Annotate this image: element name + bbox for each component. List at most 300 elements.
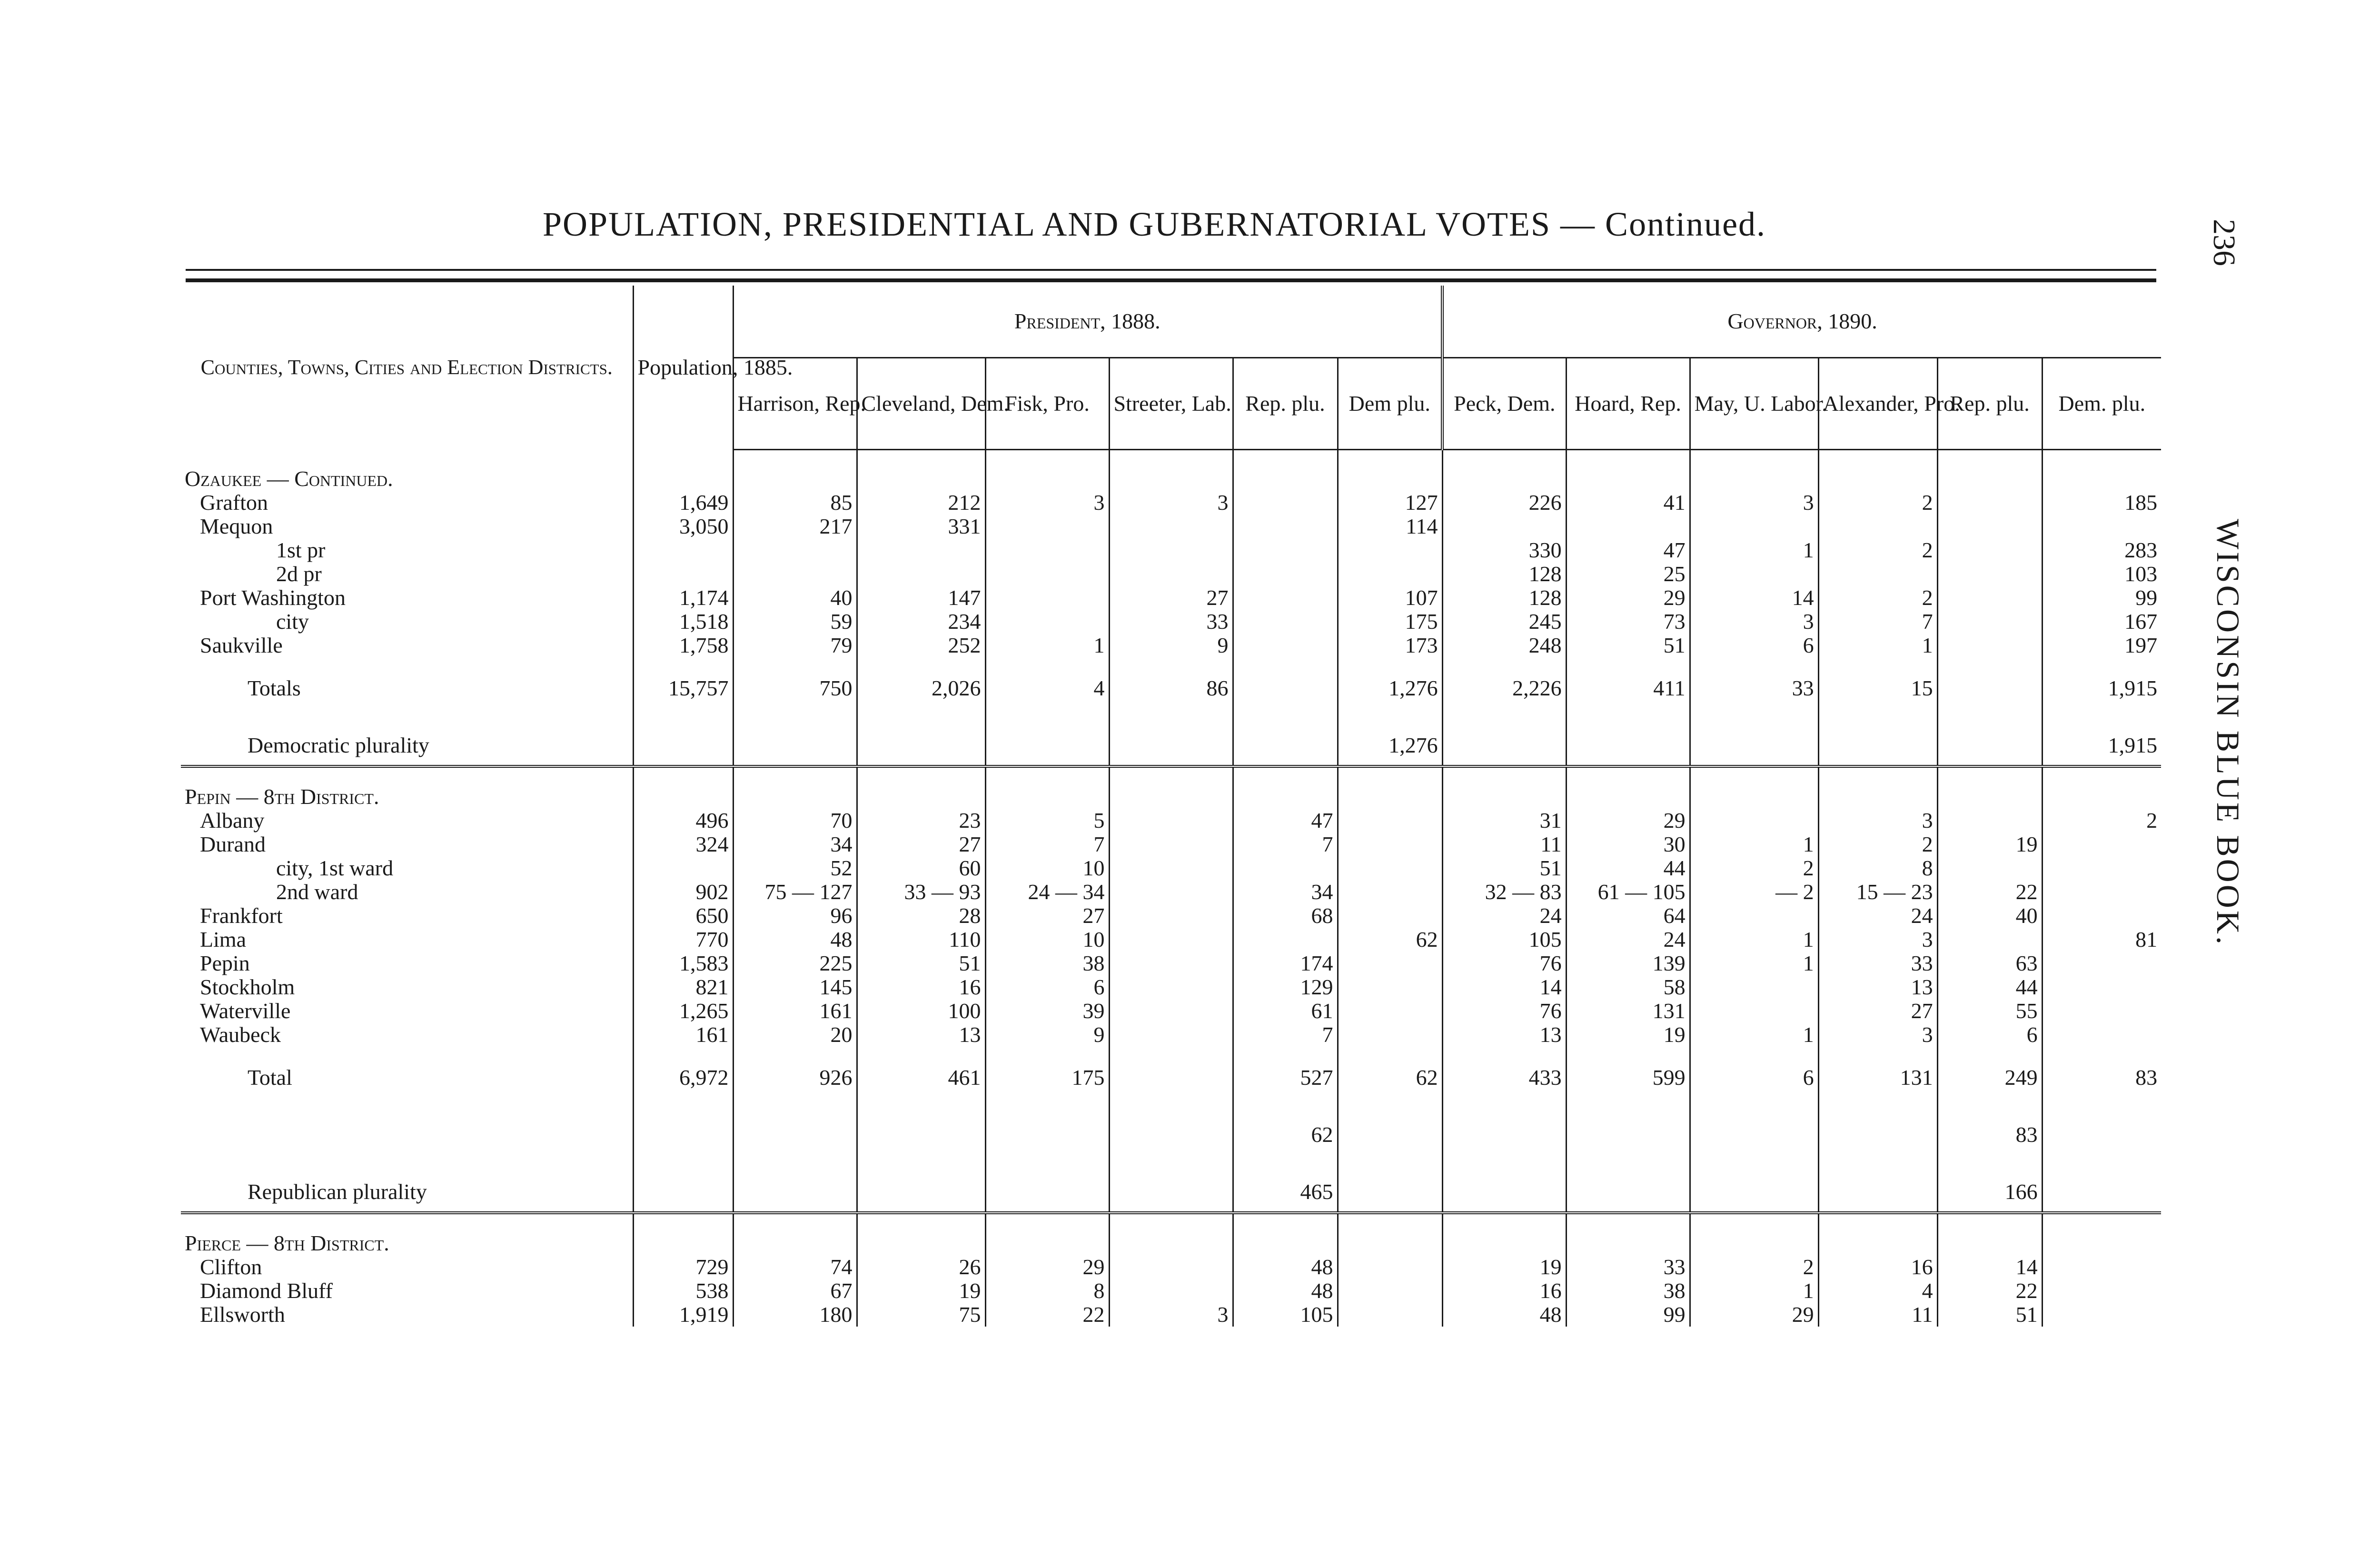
value-cell — [1442, 515, 1566, 538]
value-cell: 330 — [1442, 538, 1566, 562]
row-name: Durand — [181, 832, 633, 856]
row-name: Mequon — [181, 515, 633, 538]
empty-cell — [1690, 1213, 1818, 1255]
value-cell — [1338, 975, 1442, 999]
value-cell: 33 — [1818, 951, 1937, 975]
value-cell: 4 — [1818, 1279, 1937, 1303]
empty-cell — [1690, 450, 1818, 491]
total-value: 750 — [733, 657, 857, 714]
value-cell: 16 — [1442, 1279, 1566, 1303]
total-value — [985, 1104, 1109, 1161]
total-value: 2,026 — [857, 657, 985, 714]
value-cell: 74 — [733, 1255, 857, 1279]
value-cell: 11 — [1818, 1303, 1937, 1327]
value-cell — [2042, 856, 2161, 880]
value-cell — [1338, 1279, 1442, 1303]
total-label: Democratic plurality — [181, 714, 633, 766]
value-cell: 13 — [857, 1023, 985, 1047]
value-cell: 7 — [1233, 1023, 1338, 1047]
value-cell: 770 — [633, 928, 733, 951]
value-cell — [1338, 1255, 1442, 1279]
value-cell: 23 — [857, 809, 985, 832]
value-cell — [1338, 999, 1442, 1023]
value-cell: 79 — [733, 634, 857, 657]
total-value: 83 — [2135, 1065, 2158, 1090]
value-cell — [1109, 832, 1233, 856]
value-cell: 105 — [1233, 1303, 1338, 1327]
empty-cell — [857, 450, 985, 491]
table-row — [181, 832, 2161, 856]
top-rule — [186, 269, 2156, 271]
value-cell: 19 — [1566, 1023, 1690, 1047]
value-cell — [1338, 880, 1442, 904]
value-cell: 27 — [1109, 586, 1233, 610]
value-cell — [1937, 856, 2042, 880]
value-cell: — 2 — [1690, 880, 1818, 904]
value-cell: 821 — [633, 975, 733, 999]
value-cell: 24 — 34 — [985, 880, 1109, 904]
value-cell: 103 — [2124, 561, 2158, 586]
value-cell: 58 — [1566, 975, 1690, 999]
empty-cell — [1338, 450, 1442, 491]
value-cell: 31 — [1442, 809, 1566, 832]
value-cell — [985, 538, 1109, 562]
value-cell: 9 — [1109, 634, 1233, 657]
value-cell — [1690, 515, 1818, 538]
value-cell: 63 — [1937, 951, 2042, 975]
value-cell: 147 — [857, 586, 985, 610]
total-value — [1442, 1104, 1566, 1161]
value-cell: 3 — [1818, 809, 1937, 832]
value-cell — [1937, 586, 2042, 610]
value-cell — [1690, 562, 1818, 586]
value-cell: 6 — [1690, 634, 1818, 657]
table-row — [181, 856, 2161, 880]
total-row — [181, 714, 2161, 766]
value-cell: 10 — [985, 856, 1109, 880]
group-head-governor: Governor, 1890. — [1442, 286, 2161, 358]
value-cell: 105 — [1442, 928, 1566, 951]
value-cell: 173 — [1338, 634, 1442, 657]
table-row — [181, 515, 2161, 538]
empty-cell — [633, 450, 733, 491]
total-value: 249 — [1937, 1047, 2042, 1104]
value-cell: 185 — [2124, 490, 2158, 515]
value-cell: 19 — [1442, 1255, 1566, 1279]
value-cell: 73 — [1566, 610, 1690, 634]
value-cell — [1338, 1023, 1442, 1047]
value-cell: 13 — [1442, 1023, 1566, 1047]
empty-cell — [1442, 1213, 1566, 1255]
total-value: 461 — [857, 1047, 985, 1104]
value-cell: 2 — [1690, 856, 1818, 880]
column-head-population: Population, 1885. — [633, 286, 733, 450]
value-cell — [1109, 975, 1233, 999]
value-cell: 33 — [1566, 1255, 1690, 1279]
value-cell — [1690, 999, 1818, 1023]
value-cell: 212 — [857, 491, 985, 515]
value-cell: 128 — [1442, 586, 1566, 610]
total-value — [1690, 1104, 1818, 1161]
value-cell: 1 — [1690, 1023, 1818, 1047]
total-value: 4 — [985, 657, 1109, 714]
value-cell: 47 — [1233, 809, 1338, 832]
table-row — [181, 1303, 2161, 1327]
total-value — [857, 1161, 985, 1213]
value-cell — [1937, 634, 2042, 657]
empty-cell — [1690, 766, 1818, 809]
empty-cell — [1442, 450, 1566, 491]
empty-cell — [733, 450, 857, 491]
value-cell: 61 — 105 — [1566, 880, 1690, 904]
total-row — [181, 1104, 2161, 1161]
value-cell — [2042, 904, 2161, 928]
table-row — [181, 928, 2161, 951]
value-cell: 127 — [1338, 491, 1442, 515]
column-head-harrison: Harrison, Rep. — [733, 358, 857, 450]
value-cell: 33 — [1109, 610, 1233, 634]
value-cell: 13 — [1818, 975, 1937, 999]
table-row — [181, 1255, 2161, 1279]
total-value: 1,915 — [2042, 714, 2161, 766]
value-cell — [633, 562, 733, 586]
value-cell — [1233, 610, 1338, 634]
value-cell — [1338, 809, 1442, 832]
value-cell: 2 — [1818, 586, 1937, 610]
value-cell: 22 — [1937, 880, 2042, 904]
value-cell — [1690, 809, 1818, 832]
total-value — [1818, 1104, 1937, 1161]
total-value — [1937, 657, 2042, 714]
value-cell: 14 — [1690, 586, 1818, 610]
value-cell: 61 — [1233, 999, 1338, 1023]
value-cell: 197 — [2124, 633, 2158, 657]
value-cell: 51 — [1566, 634, 1690, 657]
value-cell — [2042, 515, 2161, 538]
value-cell: 22 — [1937, 1279, 2042, 1303]
row-name: Diamond Bluff — [181, 1279, 633, 1303]
row-name: city — [181, 610, 633, 634]
empty-cell — [2042, 766, 2161, 809]
value-cell — [1937, 515, 2042, 538]
total-row — [181, 657, 2161, 714]
value-cell: 7 — [985, 832, 1109, 856]
empty-cell — [1937, 1213, 2042, 1255]
value-cell: 32 — 83 — [1442, 880, 1566, 904]
total-value — [1566, 714, 1690, 766]
value-cell: 129 — [1233, 975, 1338, 999]
value-cell: 114 — [1338, 515, 1442, 538]
table-row — [181, 538, 2161, 562]
value-cell: 902 — [633, 880, 733, 904]
column-head-governor-rep-plurality: Rep. plu. — [1937, 358, 2042, 450]
empty-cell — [1818, 766, 1937, 809]
total-value: 2,226 — [1442, 657, 1566, 714]
table-row — [181, 951, 2161, 975]
value-cell: 283 — [2124, 537, 2158, 562]
total-value — [2042, 1104, 2161, 1161]
empty-cell — [733, 1213, 857, 1255]
running-side-title: WISCONSIN BLUE BOOK. — [2210, 519, 2246, 947]
value-cell: 650 — [633, 904, 733, 928]
votes-table — [181, 286, 2161, 1327]
value-cell — [1233, 515, 1338, 538]
total-value — [733, 1104, 857, 1161]
table-row — [181, 491, 2161, 515]
row-name: Waubeck — [181, 1023, 633, 1047]
total-value — [1109, 1161, 1233, 1213]
value-cell: 40 — [733, 586, 857, 610]
empty-cell — [1233, 1213, 1338, 1255]
total-value: 1,276 — [1338, 657, 1442, 714]
value-cell: 62 — [1338, 928, 1442, 951]
value-cell: 180 — [733, 1303, 857, 1327]
total-value: 433 — [1442, 1047, 1566, 1104]
value-cell — [1233, 562, 1338, 586]
value-cell: 1 — [1690, 538, 1818, 562]
column-head-governor-dem-plurality: Dem. plu. — [2042, 358, 2161, 450]
total-label — [181, 1104, 633, 1161]
value-cell: 175 — [1338, 610, 1442, 634]
value-cell: 48 — [733, 928, 857, 951]
value-cell: 41 — [1566, 491, 1690, 515]
empty-cell — [1109, 766, 1233, 809]
total-value — [1690, 714, 1818, 766]
row-name: Albany — [181, 809, 633, 832]
value-cell — [733, 538, 857, 562]
total-value — [2042, 1161, 2161, 1213]
empty-cell — [633, 766, 733, 809]
total-value: 131 — [1818, 1047, 1937, 1104]
value-cell: 538 — [633, 1279, 733, 1303]
value-cell — [2042, 975, 2161, 999]
total-value — [1109, 1047, 1233, 1104]
value-cell: 1 — [1690, 951, 1818, 975]
value-cell — [1233, 538, 1338, 562]
total-value: 62 — [1233, 1104, 1338, 1161]
value-cell: 51 — [857, 951, 985, 975]
value-cell: 67 — [733, 1279, 857, 1303]
value-cell: 29 — [1566, 586, 1690, 610]
value-cell: 14 — [1937, 1255, 2042, 1279]
empty-cell — [1818, 450, 1937, 491]
value-cell: 22 — [985, 1303, 1109, 1327]
value-cell: 8 — [985, 1279, 1109, 1303]
value-cell — [1233, 491, 1338, 515]
value-cell — [2042, 832, 2161, 856]
value-cell — [985, 562, 1109, 586]
value-cell: 27 — [1818, 999, 1937, 1023]
value-cell: 76 — [1442, 951, 1566, 975]
total-value: 62 — [1338, 1047, 1442, 1104]
value-cell — [1566, 515, 1690, 538]
value-cell — [733, 562, 857, 586]
value-cell: 51 — [1442, 856, 1566, 880]
value-cell: 29 — [1566, 809, 1690, 832]
value-cell — [1109, 928, 1233, 951]
value-cell — [1109, 809, 1233, 832]
value-cell: 3 — [1109, 491, 1233, 515]
value-cell: 16 — [1818, 1255, 1937, 1279]
value-cell — [857, 538, 985, 562]
value-cell: 39 — [985, 999, 1109, 1023]
value-cell: 11 — [1442, 832, 1566, 856]
value-cell: 8 — [1818, 856, 1937, 880]
value-cell — [1233, 634, 1338, 657]
value-cell — [1937, 809, 2042, 832]
page-title: POPULATION, PRESIDENTIAL AND GUBERNATORIAL VOTES — Continued. — [543, 205, 1766, 243]
value-cell: 139 — [1566, 951, 1690, 975]
top-rule-second — [186, 278, 2156, 282]
value-cell: 1 — [985, 634, 1109, 657]
value-cell: 75 — 127 — [733, 880, 857, 904]
total-value: 15,757 — [633, 657, 733, 714]
total-value — [1818, 714, 1937, 766]
empty-cell — [1442, 766, 1566, 809]
total-value — [633, 714, 733, 766]
value-cell: 25 — [1566, 562, 1690, 586]
value-cell: 96 — [733, 904, 857, 928]
value-cell: 161 — [733, 999, 857, 1023]
total-value: 465 — [1233, 1161, 1338, 1213]
value-cell: 99 — [1566, 1303, 1690, 1327]
value-cell: 1,174 — [633, 586, 733, 610]
value-cell: 1,758 — [633, 634, 733, 657]
total-value — [857, 714, 985, 766]
value-cell: 70 — [733, 809, 857, 832]
total-value — [1338, 1161, 1442, 1213]
value-cell — [1109, 951, 1233, 975]
value-cell: 234 — [857, 610, 985, 634]
value-cell: 1,649 — [633, 491, 733, 515]
value-cell: 3 — [985, 491, 1109, 515]
total-value: 926 — [733, 1047, 857, 1104]
total-value — [1233, 657, 1338, 714]
value-cell: 225 — [733, 951, 857, 975]
total-value: 527 — [1233, 1047, 1338, 1104]
total-value — [1442, 714, 1566, 766]
value-cell: 19 — [1937, 832, 2042, 856]
value-cell: 14 — [1442, 975, 1566, 999]
column-head-streeter: Streeter, Lab. — [1109, 358, 1233, 450]
value-cell — [1109, 904, 1233, 928]
value-cell: 34 — [733, 832, 857, 856]
empty-cell — [1338, 766, 1442, 809]
column-head-president-dem-plurality: Dem plu. — [1338, 358, 1442, 450]
table-body — [181, 450, 2161, 1327]
total-value — [1109, 1104, 1233, 1161]
empty-cell — [1937, 766, 2042, 809]
empty-cell — [1109, 450, 1233, 491]
empty-cell — [1109, 1213, 1233, 1255]
value-cell: 331 — [857, 515, 985, 538]
row-name: Stockholm — [181, 975, 633, 999]
value-cell — [1338, 951, 1442, 975]
row-name: city, 1st ward — [181, 856, 633, 880]
value-cell — [1109, 515, 1233, 538]
row-name: 2nd ward — [181, 880, 633, 904]
value-cell: 38 — [1566, 1279, 1690, 1303]
value-cell — [1818, 562, 1937, 586]
value-cell: 1,265 — [633, 999, 733, 1023]
column-head-may: May, U. Labor. — [1690, 358, 1818, 450]
total-value — [985, 714, 1109, 766]
table-row — [181, 562, 2161, 586]
value-cell — [2042, 1279, 2161, 1303]
empty-cell — [985, 450, 1109, 491]
value-cell — [985, 586, 1109, 610]
value-cell: 3 — [1690, 491, 1818, 515]
total-value — [857, 1104, 985, 1161]
total-value — [1233, 714, 1338, 766]
row-name: Clifton — [181, 1255, 633, 1279]
value-cell: 1,518 — [633, 610, 733, 634]
value-cell: 1,919 — [633, 1303, 733, 1327]
value-cell: 30 — [1566, 832, 1690, 856]
total-value: 83 — [1937, 1104, 2042, 1161]
value-cell: 64 — [1566, 904, 1690, 928]
empty-cell — [1338, 1213, 1442, 1255]
total-row — [181, 1161, 2161, 1213]
total-label: Republican plurality — [181, 1161, 633, 1213]
value-cell: 6 — [985, 975, 1109, 999]
total-value — [1566, 1104, 1690, 1161]
value-cell: 3 — [1818, 928, 1937, 951]
table-row — [181, 586, 2161, 610]
value-cell: 217 — [733, 515, 857, 538]
value-cell — [1937, 610, 2042, 634]
table-row — [181, 610, 2161, 634]
value-cell: 15 — 23 — [1818, 880, 1937, 904]
value-cell: 7 — [1818, 610, 1937, 634]
row-name: Lima — [181, 928, 633, 951]
total-label: Totals — [181, 657, 633, 714]
value-cell — [1338, 1303, 1442, 1327]
total-value: 175 — [985, 1047, 1109, 1104]
value-cell: 2 — [2146, 808, 2158, 832]
value-cell: 52 — [733, 856, 857, 880]
value-cell — [2042, 1023, 2161, 1047]
empty-cell — [1566, 766, 1690, 809]
section-heading: Pierce — 8th District. — [181, 1213, 633, 1255]
value-cell: 19 — [857, 1279, 985, 1303]
value-cell — [2042, 1303, 2161, 1327]
section-heading: Ozaukee — Continued. — [181, 450, 633, 491]
value-cell — [1690, 904, 1818, 928]
value-cell: 34 — [1233, 880, 1338, 904]
value-cell: 24 — [1818, 904, 1937, 928]
value-cell — [1233, 856, 1338, 880]
value-cell: 16 — [857, 975, 985, 999]
value-cell — [1937, 928, 2042, 951]
empty-cell — [733, 766, 857, 809]
total-value — [1818, 1161, 1937, 1213]
table-row — [181, 975, 2161, 999]
value-cell: 33 — 93 — [857, 880, 985, 904]
value-cell — [633, 856, 733, 880]
value-cell — [1338, 904, 1442, 928]
section-heading: Pepin — 8th District. — [181, 766, 633, 809]
value-cell: 145 — [733, 975, 857, 999]
value-cell — [1338, 538, 1442, 562]
value-cell: 27 — [985, 904, 1109, 928]
value-cell: 128 — [1442, 562, 1566, 586]
value-cell — [1109, 880, 1233, 904]
column-head-peck: Peck, Dem. — [1442, 358, 1566, 450]
value-cell: 110 — [857, 928, 985, 951]
value-cell: 226 — [1442, 491, 1566, 515]
value-cell: 48 — [1233, 1255, 1338, 1279]
